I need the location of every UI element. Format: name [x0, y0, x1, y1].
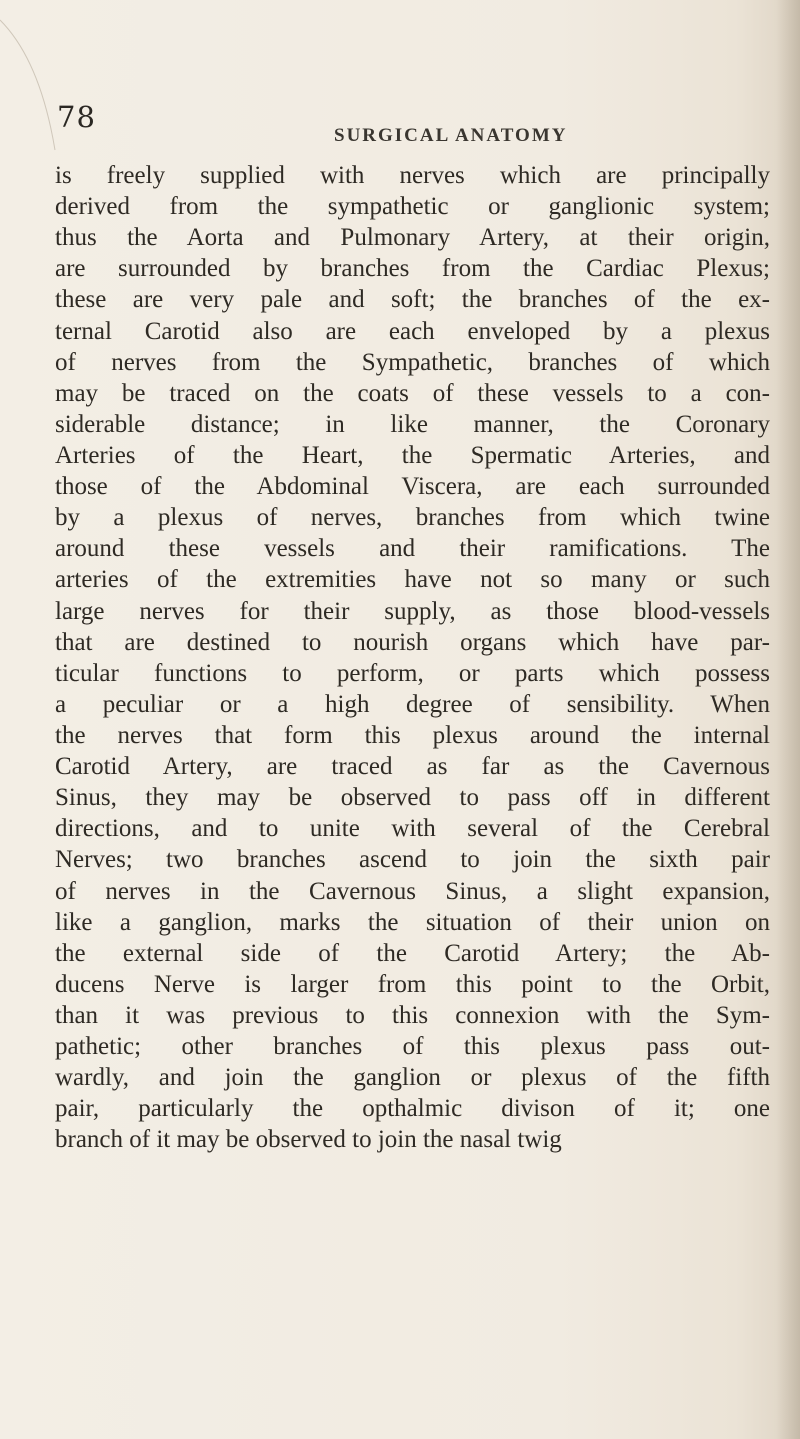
text-line: is freely supplied with nerves which are principally: [55, 162, 770, 189]
text-line: around these vessels and their ramifications. The: [55, 535, 770, 563]
page-number: 78: [57, 100, 96, 134]
text-line: are surrounded by branches from the Cardiac Plexus;: [55, 255, 770, 283]
text-line: Sinus, they may be observed to pass off in different: [55, 784, 770, 812]
text-line: ternal Carotid also are each enveloped by a plexus: [55, 317, 770, 345]
text-line: ticular functions to perform, or parts which possess: [55, 659, 770, 687]
text-line: the nerves that form this plexus around the internal: [55, 721, 770, 749]
text-line: derived from the sympathetic or ganglionic system;: [55, 193, 770, 221]
text-line: the external side of the Carotid Artery; the Ab-: [55, 939, 770, 967]
text-line: pair, particularly the opthalmic divison of it; one: [55, 1095, 770, 1123]
text-line: Nerves; two branches ascend to join the sixth pair: [55, 846, 770, 874]
text-line: those of the Abdominal Viscera, are each surrounded: [55, 473, 770, 501]
running-title: SURGICAL ANATOMY: [334, 125, 568, 146]
text-line: Arteries of the Heart, the Spermatic Arteries, and: [55, 441, 770, 469]
text-line: Carotid Artery, are traced as far as the Cavernous: [55, 753, 770, 781]
text-line: of nerves from the Sympathetic, branches of which: [55, 348, 770, 376]
page-edge-shadow: [776, 0, 800, 1439]
body-text: [55, 160, 770, 1156]
text-line: may be traced on the coats of these vessels to a con-: [55, 379, 770, 407]
text-line: large nerves for their supply, as those blood-vessels: [55, 597, 770, 625]
text-line: arteries of the extremities have not so many or such: [55, 566, 770, 594]
text-line: a peculiar or a high degree of sensibility. When: [55, 690, 770, 718]
text-line: directions, and to unite with several of the Cerebral: [55, 815, 770, 843]
text-line: than it was previous to this connexion with the Sym-: [55, 1001, 770, 1029]
text-line: siderable distance; in like manner, the Coronary: [55, 410, 770, 438]
text-line: branch of it may be observed to join the nasal twig: [55, 1126, 562, 1154]
text-line: wardly, and join the ganglion or plexus of the fifth: [55, 1064, 770, 1092]
text-line: like a ganglion, marks the situation of their union on: [55, 908, 770, 936]
text-line: that are destined to nourish organs which have par-: [55, 628, 770, 656]
text-line: by a plexus of nerves, branches from which twine: [55, 504, 770, 532]
text-line: pathetic; other branches of this plexus pass out-: [55, 1033, 770, 1061]
text-line: of nerves in the Cavernous Sinus, a slight expansion,: [55, 877, 770, 905]
text-line: these are very pale and soft; the branches of the ex-: [55, 286, 770, 314]
text-line: ducens Nerve is larger from this point to the Orbit,: [55, 970, 770, 998]
text-line: thus the Aorta and Pulmonary Artery, at their origin,: [55, 224, 770, 252]
